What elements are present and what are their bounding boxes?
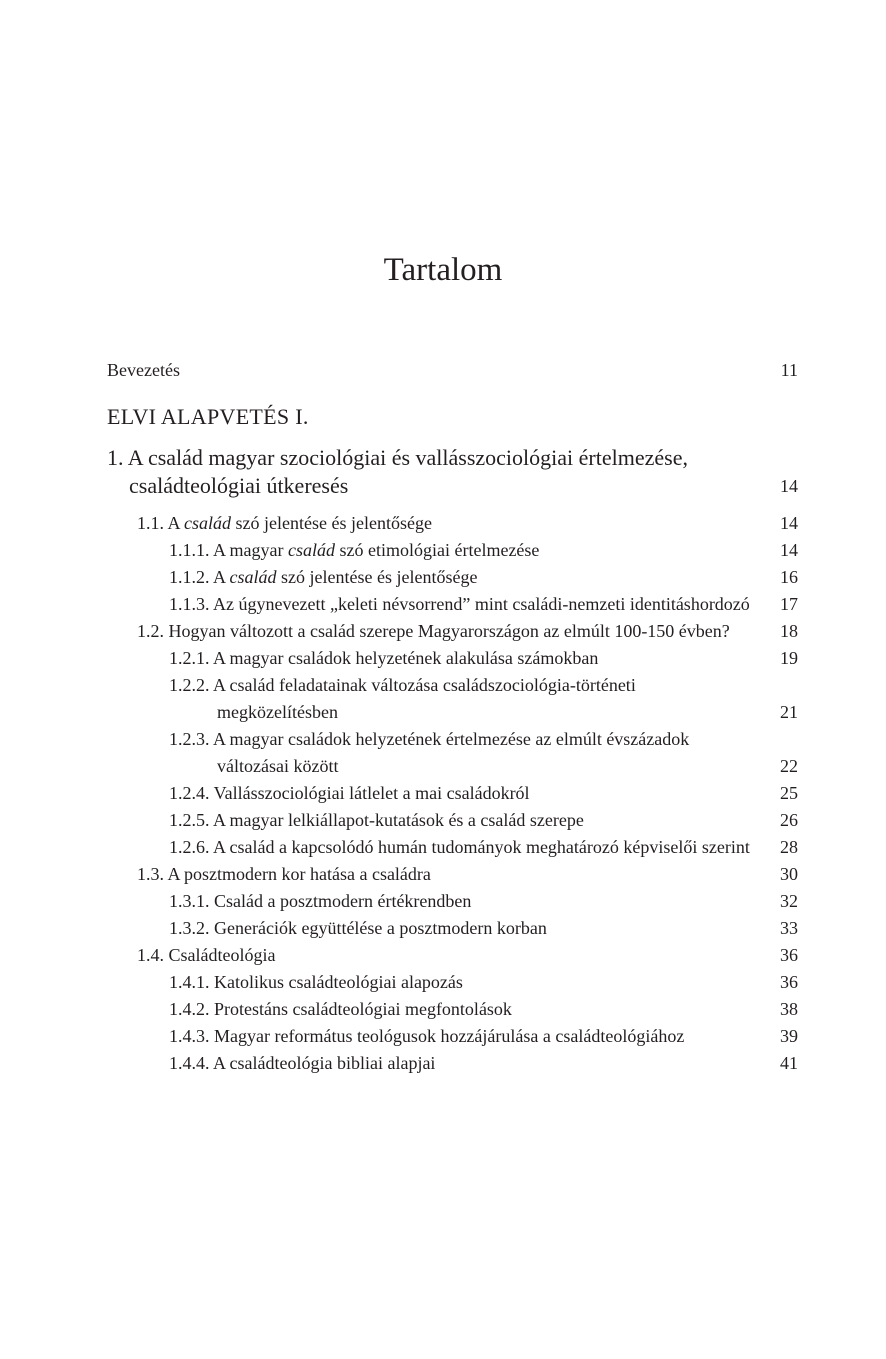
toc-page-number: 26	[780, 810, 798, 830]
toc-entry	[169, 888, 798, 915]
toc-page-number: 18	[780, 621, 798, 641]
toc-entry-label: 1.3.2. Generációk együttélése a posztmodern korban	[169, 918, 547, 938]
page-title: Tartalom	[383, 252, 503, 288]
toc-page-number: 21	[780, 702, 798, 722]
toc-entry	[137, 942, 798, 969]
toc-entry	[137, 618, 798, 645]
toc-entry	[169, 1023, 798, 1050]
toc-entry-label	[169, 564, 798, 591]
toc-entry	[169, 780, 798, 807]
toc-page-number: 33	[780, 918, 798, 938]
toc-page-number: 39	[780, 1026, 798, 1046]
toc-entry-label-part: szó jelentése és jelentősége	[231, 513, 432, 533]
toc-entry-intro	[107, 357, 798, 384]
part-heading-label: ELVI ALAPVETÉS I.	[107, 404, 309, 429]
toc-entry-list	[107, 510, 798, 1077]
toc-entry-label: 1.4.2. Protestáns családteológiai megfontolások	[169, 999, 512, 1019]
toc-entry-label-italic: család	[229, 567, 277, 587]
toc-page-number: 28	[780, 837, 798, 857]
toc-page-number: 14	[780, 540, 798, 560]
toc-entry	[169, 915, 798, 942]
toc-entry-label-part: szó etimológiai értelmezése	[335, 540, 540, 560]
toc-entry	[169, 672, 798, 726]
toc-entry-label-italic: család	[184, 513, 232, 533]
chapter-heading-label: 1. A család magyar szociológiai és vallásszociológiai értelmezése, családteológiai útkeresés	[107, 445, 688, 498]
toc-entry	[169, 537, 798, 564]
toc-page-number: 38	[780, 999, 798, 1019]
toc-entry-label-part: szó jelentése és jelentősége	[276, 567, 478, 587]
toc-entry-label: 1.3. A posztmodern kor hatása a családra	[137, 864, 431, 884]
toc-page-number: 11	[780, 360, 798, 380]
toc-entry	[169, 1050, 798, 1077]
toc-entry-label: Bevezetés	[107, 360, 180, 380]
toc-entry	[169, 996, 798, 1023]
toc-entry-label-italic: család	[288, 540, 335, 560]
toc-entry-label: 1.4.3. Magyar református teológusok hozzájárulása a családteológiához	[169, 1026, 685, 1046]
toc-entry	[169, 969, 798, 996]
toc-page-number: 41	[780, 1053, 798, 1073]
toc-page-number: 22	[780, 756, 798, 776]
toc-entry-label: 1.2.2. A család feladatainak változása családszociológia-történeti megközelítésben	[169, 675, 636, 722]
toc-entry-label: 1.4.1. Katolikus családteológiai alapozás	[169, 972, 463, 992]
toc-entry	[169, 645, 798, 672]
toc-entry-label-part: 1.1. A	[137, 513, 185, 533]
toc-part-heading	[107, 402, 798, 432]
toc-entry-label: 1.3.1. Család a posztmodern értékrendben	[169, 891, 472, 911]
toc-entry	[169, 807, 798, 834]
toc-entry-label: 1.4.4. A családteológia bibliai alapjai	[169, 1053, 436, 1073]
toc-entry-label: 1.4. Családteológia	[137, 945, 276, 965]
toc-entry	[137, 510, 798, 537]
toc-entry-label: 1.2. Hogyan változott a család szerepe Magyarországon az elmúlt 100-150 évben?	[137, 621, 730, 641]
toc-chapter-heading	[107, 444, 798, 500]
toc-entry	[169, 591, 798, 618]
table-of-contents	[107, 357, 798, 1077]
toc-page-number: 36	[780, 972, 798, 992]
toc-entry	[137, 861, 798, 888]
toc-entry-label: 1.1.3. Az úgynevezett „keleti névsorrend” mint családi-nemzeti identitáshordozó	[169, 594, 750, 614]
toc-entry	[169, 726, 798, 780]
toc-entry-label-part: 1.1.2. A	[169, 567, 230, 587]
toc-entry-label: 1.2.5. A magyar lelkiállapot-kutatások és a család szerepe	[169, 810, 584, 830]
toc-page-number: 16	[780, 567, 798, 587]
toc-page-number: 32	[780, 891, 798, 911]
toc-page-number: 30	[780, 864, 798, 884]
toc-entry-label: 1.2.4. Vallásszociológiai látlelet a mai családokról	[169, 783, 530, 803]
toc-entry-label	[137, 510, 798, 537]
toc-entry	[169, 834, 798, 861]
toc-entry-label-part: 1.1.1. A magyar	[169, 540, 288, 560]
toc-page-number: 36	[780, 945, 798, 965]
toc-entry-label: 1.2.1. A magyar családok helyzetének alakulása számokban	[169, 648, 599, 668]
toc-page-number: 14	[780, 476, 798, 496]
toc-entry-label	[169, 537, 798, 564]
toc-page-number: 17	[780, 594, 798, 614]
toc-page-number: 19	[780, 648, 798, 668]
toc-entry	[169, 564, 798, 591]
toc-page-number: 25	[780, 783, 798, 803]
toc-page-number: 14	[780, 513, 798, 533]
toc-entry-label: 1.2.3. A magyar családok helyzetének értelmezése az elmúlt évszázadok változásai között	[169, 729, 690, 776]
toc-entry-label: 1.2.6. A család a kapcsolódó humán tudományok meghatározó képviselői szerint	[169, 837, 750, 857]
